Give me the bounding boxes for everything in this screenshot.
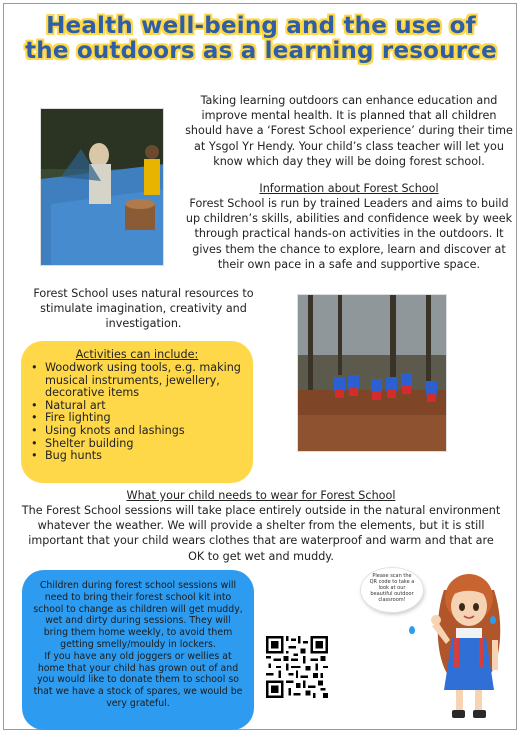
kit-line: very grateful.	[106, 697, 170, 709]
kit-line: school to change as children will get muddy,	[33, 603, 243, 615]
activities-box	[21, 341, 253, 483]
intro-paragraph	[180, 93, 518, 169]
wear-line: The Forest School sessions will take place entirely outside in the natural environment	[21, 504, 501, 517]
kit-line: Children during forest school sessions will	[39, 580, 237, 591]
kit-line: need to bring their forest school kit into	[44, 591, 232, 603]
resources-line: stimulate imagination, creativity and	[40, 302, 247, 316]
forest-tarp-photo	[40, 108, 164, 266]
intro-line: Taking learning outdoors can enhance education and	[200, 94, 498, 107]
activity-item: • Shelter building	[31, 438, 246, 451]
intro-line: know which day they will be doing forest school.	[213, 154, 485, 168]
wear-heading: What your child needs to wear for Forest School	[126, 489, 396, 502]
activity-item: • Bug hunts	[31, 450, 246, 463]
bubble-line: Please scan the	[372, 573, 412, 579]
bubble-line: classroom!	[378, 597, 406, 603]
wear-line: OK to get wet and muddy.	[188, 549, 334, 563]
forest-children-photo	[297, 294, 447, 452]
poster-title	[4, 14, 518, 64]
bubble-line: look at our	[378, 585, 406, 591]
kit-line: home that your child has grown out of and	[37, 662, 239, 674]
activity-item: • Natural art	[31, 400, 246, 413]
intro-line: improve mental health. It is planned that all children	[201, 109, 497, 123]
info-line: gives them the chance to explore, learn and discover at	[192, 242, 506, 256]
raindrop-icon	[490, 616, 496, 624]
raindrop-icon	[409, 626, 415, 634]
activities-list	[31, 362, 246, 463]
info-paragraph	[180, 196, 518, 272]
activities-heading: Activities can include:	[75, 348, 199, 361]
kit-info-box	[22, 570, 254, 730]
activity-item: • Woodwork using tools, e.g. making musical instruments, jewellery, decorative items	[31, 362, 246, 400]
bubble-text	[363, 573, 421, 603]
info-line: their own pace in a safe and supportive space.	[217, 257, 481, 271]
title-line-2: the outdoors as a learning resource	[25, 38, 497, 64]
kit-line: wet and dirty during sessions. They will	[45, 615, 231, 627]
poster-page	[3, 3, 517, 730]
activity-item: • Using knots and lashings	[31, 425, 246, 438]
wear-paragraph	[8, 503, 514, 564]
bubble-line: QR code to take a	[369, 579, 415, 585]
speech-bubble	[361, 568, 423, 612]
kit-info-text	[30, 580, 246, 710]
kit-line: you would like to donate them to school so	[37, 674, 239, 686]
wear-line: important that your child wears clothes that are waterproof and warm and that are	[28, 534, 494, 548]
info-line: Forest School is run by trained Leaders and aims to build	[189, 197, 509, 210]
qr-code[interactable]	[266, 636, 328, 698]
cartoon-girl-illustration	[424, 560, 514, 726]
info-line: through practical hands-on activities in the outdoors. It	[194, 227, 504, 241]
intro-line: should have a ‘Forest School experience’ during their time	[185, 124, 513, 138]
resources-line: Forest School uses natural resources to	[33, 287, 254, 300]
natural-resources-text	[16, 286, 271, 332]
kit-line: getting smelly/mouldy in lockers.	[60, 638, 216, 650]
wear-line: whatever the weather. We will provide a shelter from the elements, but it is still	[37, 519, 485, 533]
intro-line: at Ysgol Yr Hendy. Your child’s class teacher will let you	[194, 139, 504, 153]
activity-item: • Fire lighting	[31, 412, 246, 425]
kit-line: that we have a stock of spares, we would be	[33, 686, 243, 698]
title-line-1: Health well-being and the use of	[46, 13, 476, 39]
kit-line: bring them home weekly, to avoid them	[43, 627, 233, 639]
resources-line: investigation.	[105, 317, 182, 331]
bubble-line: beautiful outdoor	[370, 591, 414, 597]
kit-line: If you have any old joggers or wellies at	[44, 650, 232, 662]
info-line: up children’s skills, abilities and confidence week by week	[185, 212, 513, 226]
info-heading: Information about Forest School	[259, 182, 439, 195]
